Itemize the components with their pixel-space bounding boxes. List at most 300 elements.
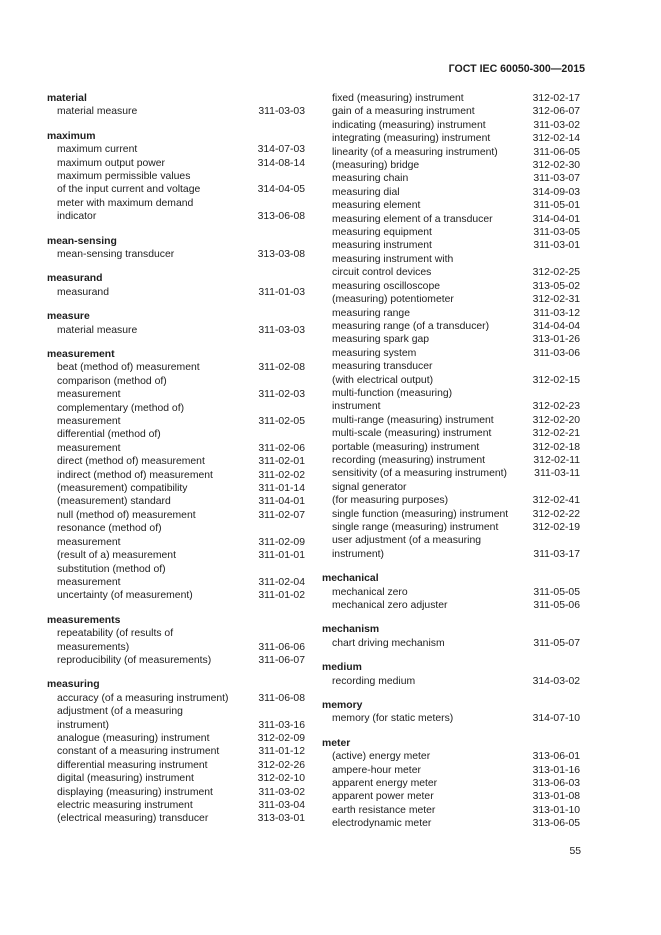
index-entry xyxy=(322,360,580,387)
entry-code: 314-04-04 xyxy=(532,320,580,332)
entry-code: 314-07-03 xyxy=(257,144,305,156)
entry-term-line: signal generator xyxy=(332,481,407,493)
entry-term-line: (active) energy meter xyxy=(332,751,431,763)
entry-term xyxy=(332,186,528,199)
entry-code: 312-02-25 xyxy=(532,267,580,279)
entry-term-line: measurements) xyxy=(57,641,130,653)
index-entry xyxy=(322,307,580,320)
index-section xyxy=(47,272,305,299)
entry-code: 313-06-08 xyxy=(257,211,305,223)
entry-term xyxy=(332,280,528,293)
entry-term-line: differential measuring instrument xyxy=(57,759,208,771)
entry-term-line: analogue (measuring) instrument xyxy=(57,732,210,744)
entry-term xyxy=(57,627,253,654)
entry-term xyxy=(332,239,528,252)
entry-term-line: recording (measuring) instrument xyxy=(332,454,486,466)
entry-term xyxy=(332,764,528,777)
entry-term-line: meter with maximum demand xyxy=(57,197,194,209)
entry-term-line: multi-scale (measuring) instrument xyxy=(332,428,492,440)
entry-term xyxy=(57,324,253,337)
entry-term xyxy=(332,333,528,346)
entry-term-line: (measurement) standard xyxy=(57,496,171,508)
entry-term xyxy=(57,589,253,602)
index-entry xyxy=(47,143,305,156)
entry-code: 312-02-23 xyxy=(532,401,580,413)
entry-code: 311-05-06 xyxy=(533,600,580,612)
entry-term-line: measurement xyxy=(57,416,121,428)
entry-code: 311-06-07 xyxy=(258,654,305,666)
index-entry xyxy=(47,522,305,549)
entry-code: 312-02-19 xyxy=(532,522,580,533)
entry-term xyxy=(57,428,253,455)
index-section xyxy=(322,92,580,561)
index-entry xyxy=(322,186,580,199)
index-entry xyxy=(322,226,580,239)
entry-term-line: accuracy (of a measuring instrument) xyxy=(57,692,229,704)
index-entry xyxy=(322,467,580,480)
entry-term-line: indicating (measuring) instrument xyxy=(332,119,486,131)
index-entry xyxy=(322,521,580,534)
entry-term xyxy=(332,159,528,172)
index-heading: maximum xyxy=(47,130,96,142)
entry-code: 312-06-07 xyxy=(532,106,580,118)
entry-code: 312-02-26 xyxy=(257,759,305,771)
entry-term-line: complementary (method of) xyxy=(57,402,185,414)
entry-code: 311-06-06 xyxy=(258,641,305,653)
entry-term-line: maximum permissible values xyxy=(57,171,191,182)
entry-term-line: earth resistance meter xyxy=(332,804,436,816)
index-entry xyxy=(47,799,305,812)
entry-term xyxy=(332,750,528,763)
entry-term-line: measurand xyxy=(57,286,109,298)
entry-term xyxy=(332,119,528,132)
index-entry xyxy=(322,119,580,132)
entry-term xyxy=(57,197,253,224)
entry-code: 314-08-14 xyxy=(257,157,305,169)
index-entry xyxy=(322,750,580,763)
entry-code: 314-04-01 xyxy=(532,213,580,225)
entry-term-line: linearity (of a measuring instrument) xyxy=(332,146,498,158)
entry-term-line: memory (for static meters) xyxy=(332,713,454,725)
entry-term xyxy=(332,454,528,467)
entry-term-line: ampere-hour meter xyxy=(332,764,421,776)
entry-term-line: measuring instrument with xyxy=(332,253,454,265)
index-entry xyxy=(47,627,305,654)
index-entry xyxy=(322,777,580,790)
index-entry xyxy=(322,293,580,306)
index-section xyxy=(47,92,305,119)
index-heading: measurement xyxy=(47,349,115,361)
entry-code: 311-03-03 xyxy=(258,324,305,336)
entry-term xyxy=(57,455,253,468)
entry-code: 311-01-01 xyxy=(258,550,305,562)
index-section xyxy=(322,699,580,726)
entry-code: 311-03-04 xyxy=(258,799,305,811)
entry-term-line: measuring equipment xyxy=(332,227,432,239)
index-entry xyxy=(47,495,305,508)
index-entry xyxy=(322,427,580,440)
entry-code: 312-02-10 xyxy=(257,773,305,785)
entry-term-line: differential (method of) xyxy=(57,429,161,441)
index-entry xyxy=(47,248,305,261)
entry-term-line: repeatability (of results of xyxy=(57,628,174,640)
entry-term xyxy=(57,402,253,429)
index-entry xyxy=(322,199,580,212)
index-entry xyxy=(322,508,580,521)
entry-term xyxy=(332,675,528,688)
entry-term-line: electric measuring instrument xyxy=(57,799,193,811)
entry-code: 311-01-12 xyxy=(258,746,305,758)
entry-term xyxy=(332,146,528,159)
entry-term-line: (for measuring purposes) xyxy=(332,495,449,507)
index-entry xyxy=(322,146,580,159)
entry-term-line: apparent energy meter xyxy=(332,778,438,790)
index-column-right xyxy=(322,92,580,842)
entry-term xyxy=(332,599,528,612)
entry-term xyxy=(57,759,253,772)
entry-term-line: constant of a measuring instrument xyxy=(57,746,220,758)
entry-term-line: multi-function (measuring) xyxy=(332,387,453,399)
entry-code: 311-02-03 xyxy=(258,389,305,401)
entry-term xyxy=(57,692,253,705)
entry-term xyxy=(57,812,253,825)
entry-term xyxy=(332,307,528,320)
entry-term xyxy=(332,586,528,599)
entry-code: 313-06-01 xyxy=(532,751,580,763)
entry-code: 311-02-01 xyxy=(258,456,305,468)
index-entry xyxy=(322,92,580,105)
entry-term xyxy=(332,105,528,118)
entry-code: 311-03-12 xyxy=(533,307,580,319)
index-entry xyxy=(47,589,305,602)
entry-term-line: maximum output power xyxy=(57,157,165,169)
index-entry xyxy=(322,414,580,427)
entry-code: 311-02-08 xyxy=(258,362,305,374)
index-heading: measurements xyxy=(47,614,121,626)
entry-term-line: measurement xyxy=(57,389,121,401)
page-header-standard: ГОСТ IEC 60050-300—2015 xyxy=(448,63,585,75)
entry-term-line: indirect (method of) measurement xyxy=(57,469,213,481)
entry-term-line: (measuring) bridge xyxy=(332,160,420,172)
index-entry xyxy=(322,804,580,817)
index-entry xyxy=(322,637,580,650)
entry-term-line: uncertainty (of measurement) xyxy=(57,590,193,602)
index-entry xyxy=(47,705,305,732)
index-entry xyxy=(47,772,305,785)
index-entry xyxy=(322,172,580,185)
entry-term-line: mean-sensing transducer xyxy=(57,249,175,261)
index-entry xyxy=(322,105,580,118)
index-heading: mechanism xyxy=(322,624,380,636)
entry-code: 312-02-20 xyxy=(532,414,580,426)
entry-term xyxy=(57,143,253,156)
entry-term xyxy=(332,804,528,817)
entry-code: 313-06-05 xyxy=(532,818,580,830)
entry-code: 313-01-16 xyxy=(532,764,580,776)
entry-code: 314-07-10 xyxy=(532,713,580,725)
entry-term-line: instrument xyxy=(332,401,381,413)
entry-term-line: apparent power meter xyxy=(332,791,434,803)
index-entry xyxy=(47,170,305,197)
index-column-left xyxy=(47,92,305,837)
entry-code: 311-03-02 xyxy=(258,786,305,798)
index-entry xyxy=(47,482,305,495)
entry-term xyxy=(332,213,528,226)
entry-term-line: (result of a) measurement xyxy=(57,550,176,562)
index-heading: mean-sensing xyxy=(47,235,117,247)
entry-term xyxy=(57,786,253,799)
index-entry xyxy=(322,764,580,777)
entry-code: 313-05-02 xyxy=(532,280,580,292)
index-entry xyxy=(47,286,305,299)
entry-code: 311-03-11 xyxy=(534,468,580,480)
entry-term xyxy=(332,508,528,521)
entry-term xyxy=(332,360,528,387)
index-entry xyxy=(322,599,580,612)
entry-term xyxy=(57,772,253,785)
index-entry xyxy=(322,239,580,252)
index-entry xyxy=(322,387,580,414)
entry-term-line: measuring dial xyxy=(332,186,400,198)
index-entry xyxy=(47,375,305,402)
entry-term-line: maximum current xyxy=(57,144,138,156)
entry-code: 311-03-03 xyxy=(258,106,305,118)
entry-term-line: instrument) xyxy=(57,719,109,731)
entry-term xyxy=(332,467,528,480)
index-section xyxy=(47,130,305,224)
index-entry xyxy=(322,441,580,454)
entry-code: 314-04-05 xyxy=(257,184,305,196)
index-section xyxy=(47,614,305,668)
index-entry xyxy=(47,732,305,745)
index-section xyxy=(322,572,580,612)
entry-code: 312-02-15 xyxy=(532,374,580,386)
entry-code: 311-02-07 xyxy=(258,509,305,521)
index-entry xyxy=(322,481,580,508)
entry-term xyxy=(332,253,528,280)
entry-term xyxy=(332,427,528,440)
entry-term-line: measuring instrument xyxy=(332,240,432,252)
entry-code: 311-03-02 xyxy=(533,119,580,131)
entry-term-line: (electrical measuring) transducer xyxy=(57,813,209,825)
entry-term xyxy=(332,199,528,212)
index-entry xyxy=(322,675,580,688)
index-entry xyxy=(322,534,580,561)
entry-term xyxy=(57,549,253,562)
entry-term xyxy=(332,226,528,239)
index-heading: memory xyxy=(322,700,363,712)
entry-term xyxy=(57,732,253,745)
entry-term-line: adjustment (of a measuring xyxy=(57,706,183,718)
entry-term-line: measuring transducer xyxy=(332,361,433,373)
index-entry xyxy=(47,105,305,118)
entry-term xyxy=(332,637,528,650)
entry-code: 313-03-01 xyxy=(257,813,305,825)
entry-term-line: measuring element of a transducer xyxy=(332,213,493,225)
entry-term-line: digital (measuring) instrument xyxy=(57,773,194,785)
index-entry xyxy=(322,586,580,599)
entry-term-line: fixed (measuring) instrument xyxy=(332,93,464,104)
index-entry xyxy=(47,745,305,758)
index-entry xyxy=(322,320,580,333)
entry-term xyxy=(332,777,528,790)
entry-term-line: (with electrical output) xyxy=(332,374,434,386)
entry-term-line: recording medium xyxy=(332,675,416,687)
entry-code: 311-03-17 xyxy=(533,548,580,560)
entry-term xyxy=(332,790,528,803)
entry-term-line: measuring chain xyxy=(332,173,409,185)
entry-term xyxy=(332,387,528,414)
entry-term xyxy=(57,563,253,590)
entry-code: 311-05-05 xyxy=(533,586,580,598)
entry-term xyxy=(332,521,528,534)
index-entry xyxy=(322,280,580,293)
entry-code: 312-02-21 xyxy=(532,428,580,440)
index-entry xyxy=(322,132,580,145)
entry-term xyxy=(57,286,253,299)
index-entry xyxy=(322,347,580,360)
index-heading: meter xyxy=(322,737,351,749)
entry-term-line: chart driving mechanism xyxy=(332,637,445,649)
entry-code: 312-02-11 xyxy=(533,454,580,466)
index-entry xyxy=(322,159,580,172)
index-entry xyxy=(47,549,305,562)
entry-code: 311-05-01 xyxy=(533,200,580,212)
entry-term xyxy=(57,799,253,812)
index-entry xyxy=(47,759,305,772)
entry-term-line: material measure xyxy=(57,324,138,336)
index-entry xyxy=(47,469,305,482)
entry-term-line: measuring oscilloscope xyxy=(332,280,441,292)
entry-code: 314-09-03 xyxy=(532,186,580,198)
entry-term-line: reproducibility (of measurements) xyxy=(57,654,212,666)
entry-term-line: measurement xyxy=(57,536,121,548)
entry-code: 313-03-08 xyxy=(257,249,305,261)
index-entry xyxy=(322,333,580,346)
index-heading: medium xyxy=(322,662,362,674)
entry-term-line: mechanical zero adjuster xyxy=(332,600,448,612)
entry-term-line: multi-range (measuring) instrument xyxy=(332,414,494,426)
index-entry xyxy=(47,197,305,224)
entry-code: 311-03-05 xyxy=(533,227,580,239)
index-entry xyxy=(47,786,305,799)
index-heading: mechanical xyxy=(322,573,379,585)
entry-code: 311-02-02 xyxy=(258,469,305,481)
page-number: 55 xyxy=(569,846,581,857)
index-entry xyxy=(322,712,580,725)
entry-term-line: (measuring) potentiometer xyxy=(332,294,454,306)
entry-code: 311-02-09 xyxy=(258,536,305,548)
entry-term-line: electrodynamic meter xyxy=(332,818,432,830)
entry-term-line: resonance (method of) xyxy=(57,523,162,535)
entry-term-line: measurement xyxy=(57,576,121,588)
entry-term xyxy=(332,132,528,145)
entry-term xyxy=(57,105,253,118)
entry-term xyxy=(332,293,528,306)
entry-code: 311-02-05 xyxy=(258,416,305,428)
index-entry xyxy=(322,790,580,803)
entry-code: 311-03-01 xyxy=(533,240,580,252)
index-entry xyxy=(47,812,305,825)
entry-term-line: direct (method of) measurement xyxy=(57,456,205,468)
entry-term xyxy=(332,172,528,185)
entry-code: 311-02-04 xyxy=(258,576,305,588)
entry-term-line: instrument) xyxy=(332,548,384,560)
entry-code: 313-01-08 xyxy=(532,791,580,803)
index-entry xyxy=(47,402,305,429)
index-section xyxy=(322,623,580,650)
entry-term-line: user adjustment (of a measuring xyxy=(332,535,482,547)
index-entry xyxy=(47,361,305,374)
entry-code: 313-06-03 xyxy=(532,778,580,790)
index-entry xyxy=(322,817,580,830)
entry-term xyxy=(57,654,253,667)
entry-term-line: measuring spark gap xyxy=(332,334,430,346)
entry-term-line: (measurement) compatibility xyxy=(57,483,188,495)
entry-term xyxy=(332,712,528,725)
index-heading: measuring xyxy=(47,679,100,691)
index-entry xyxy=(47,563,305,590)
entry-term-line: null (method of) measurement xyxy=(57,509,196,521)
entry-term-line: mechanical zero xyxy=(332,586,408,598)
index-entry xyxy=(322,454,580,467)
index-section xyxy=(47,678,305,825)
entry-term xyxy=(332,92,528,105)
entry-code: 314-03-02 xyxy=(532,675,580,687)
index-entry xyxy=(47,324,305,337)
entry-term xyxy=(57,522,253,549)
entry-term-line: indicator xyxy=(57,211,97,223)
entry-term-line: substitution (method of) xyxy=(57,563,166,575)
entry-term xyxy=(57,482,253,495)
entry-term xyxy=(57,170,253,197)
entry-term-line: measuring range xyxy=(332,307,410,319)
index-entry xyxy=(47,428,305,455)
entry-code: 311-04-01 xyxy=(258,496,305,508)
entry-code: 312-02-22 xyxy=(532,508,580,520)
entry-term xyxy=(332,320,528,333)
entry-term-line: material measure xyxy=(57,106,138,118)
entry-code: 312-02-18 xyxy=(532,441,580,453)
entry-term xyxy=(57,495,253,508)
entry-term-line: portable (measuring) instrument xyxy=(332,441,480,453)
entry-term xyxy=(332,817,528,830)
entry-code: 312-02-17 xyxy=(532,93,580,104)
entry-term xyxy=(332,534,528,561)
index-entry xyxy=(322,253,580,280)
entry-code: 311-05-07 xyxy=(533,637,580,649)
entry-term xyxy=(57,745,253,758)
entry-term xyxy=(332,347,528,360)
entry-term-line: circuit control devices xyxy=(332,267,432,279)
entry-term-line: displaying (measuring) instrument xyxy=(57,786,213,798)
entry-term-line: integrating (measuring) instrument xyxy=(332,133,491,145)
index-section xyxy=(47,310,305,337)
entry-term-line: measurement xyxy=(57,442,121,454)
entry-term xyxy=(57,705,253,732)
entry-code: 312-02-09 xyxy=(257,732,305,744)
entry-code: 311-03-16 xyxy=(258,719,305,731)
index-section xyxy=(322,737,580,831)
entry-term xyxy=(332,441,528,454)
index-entry xyxy=(47,692,305,705)
entry-term-line: measuring element xyxy=(332,200,421,212)
index-section xyxy=(322,661,580,688)
index-section xyxy=(47,348,305,603)
entry-code: 312-02-30 xyxy=(532,160,580,172)
index-entry xyxy=(322,213,580,226)
entry-term xyxy=(57,375,253,402)
